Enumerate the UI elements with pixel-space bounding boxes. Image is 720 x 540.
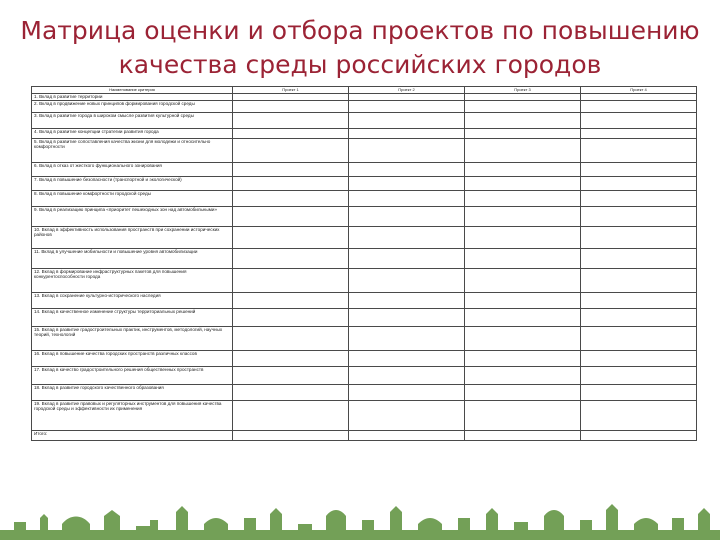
project-3-score-cell[interactable] — [465, 350, 581, 366]
project-2-score-cell[interactable] — [349, 268, 465, 292]
project-3-score-cell[interactable] — [465, 138, 581, 162]
table-row — [32, 430, 697, 440]
evaluation-matrix-table — [31, 86, 697, 441]
project-1-score-cell[interactable] — [233, 326, 349, 350]
table-row — [32, 100, 697, 112]
project-4-score-cell[interactable] — [581, 226, 697, 248]
criterion-cell: 17. Вклад в качество градостроительного решения общественных пространств — [32, 366, 233, 384]
project-4-score-cell[interactable] — [581, 430, 697, 440]
project-2-score-cell[interactable] — [349, 176, 465, 190]
project-3-score-cell[interactable] — [465, 100, 581, 112]
header-project-1: Проект 1 — [233, 87, 349, 94]
criterion-cell: 16. Вклад в повышение качества городских пространств различных классов — [32, 350, 233, 366]
criterion-cell: 5. Вклад в развитие сопоставления качества жизни для молодежи и относительно комфортности — [32, 138, 233, 162]
project-1-score-cell[interactable] — [233, 248, 349, 268]
project-1-score-cell[interactable] — [233, 138, 349, 162]
project-1-score-cell[interactable] — [233, 292, 349, 308]
project-2-score-cell[interactable] — [349, 162, 465, 176]
project-4-score-cell[interactable] — [581, 400, 697, 430]
project-1-score-cell[interactable] — [233, 176, 349, 190]
project-3-score-cell[interactable] — [465, 384, 581, 400]
project-3-score-cell[interactable] — [465, 308, 581, 326]
skyline-silhouette — [0, 504, 720, 540]
project-2-score-cell[interactable] — [349, 226, 465, 248]
project-1-score-cell[interactable] — [233, 112, 349, 128]
project-4-score-cell[interactable] — [581, 176, 697, 190]
table-header-row — [32, 87, 697, 94]
project-1-score-cell[interactable] — [233, 162, 349, 176]
table-row — [32, 308, 697, 326]
project-2-score-cell[interactable] — [349, 292, 465, 308]
criterion-cell: 7. Вклад в повышение безопасности (транспортной и экологической) — [32, 176, 233, 190]
project-3-score-cell[interactable] — [465, 292, 581, 308]
project-4-score-cell[interactable] — [581, 292, 697, 308]
criterion-cell: 12. Вклад в формирование инфраструктурных пакетов для повышения конкурентоспособности города — [32, 268, 233, 292]
project-2-score-cell[interactable] — [349, 308, 465, 326]
project-1-score-cell[interactable] — [233, 226, 349, 248]
project-4-score-cell[interactable] — [581, 138, 697, 162]
project-2-score-cell[interactable] — [349, 206, 465, 226]
project-2-score-cell[interactable] — [349, 112, 465, 128]
table-row — [32, 138, 697, 162]
project-3-score-cell[interactable] — [465, 326, 581, 350]
criterion-cell: 14. Вклад в качественное изменение структуры территориальных решений — [32, 308, 233, 326]
table-row — [32, 162, 697, 176]
project-3-score-cell[interactable] — [465, 94, 581, 101]
project-3-score-cell[interactable] — [465, 190, 581, 206]
table-row — [32, 292, 697, 308]
project-4-score-cell[interactable] — [581, 268, 697, 292]
project-2-score-cell[interactable] — [349, 400, 465, 430]
project-2-score-cell[interactable] — [349, 100, 465, 112]
project-3-score-cell[interactable] — [465, 206, 581, 226]
project-4-score-cell[interactable] — [581, 308, 697, 326]
criterion-cell: 1. Вклад в развитие территории — [32, 94, 233, 101]
project-1-score-cell[interactable] — [233, 400, 349, 430]
project-2-score-cell[interactable] — [349, 94, 465, 101]
project-4-score-cell[interactable] — [581, 128, 697, 138]
project-4-score-cell[interactable] — [581, 248, 697, 268]
table-row — [32, 206, 697, 226]
criterion-cell: 6. Вклад в отказ от жесткого функционального зонирования — [32, 162, 233, 176]
project-4-score-cell[interactable] — [581, 206, 697, 226]
project-4-score-cell[interactable] — [581, 112, 697, 128]
project-3-score-cell[interactable] — [465, 162, 581, 176]
table-row — [32, 400, 697, 430]
title-line-1: Матрица оценки и отбора проектов по повышению — [20, 16, 700, 45]
table-row — [32, 268, 697, 292]
criterion-cell: 9. Вклад в реализацию принципа «приоритет пешеходных зон над автомобильными» — [32, 206, 233, 226]
criterion-cell: Итого: — [32, 430, 233, 440]
project-2-score-cell[interactable] — [349, 384, 465, 400]
title-line-2: качества среды российских городов — [118, 50, 602, 79]
project-1-score-cell[interactable] — [233, 308, 349, 326]
header-criterion: Наименование критерия — [32, 87, 233, 94]
project-3-score-cell[interactable] — [465, 176, 581, 190]
table-row — [32, 190, 697, 206]
table-row — [32, 128, 697, 138]
project-1-score-cell[interactable] — [233, 94, 349, 101]
table-row — [32, 94, 697, 101]
criterion-cell: 18. Вклад в развитие городского качественного образования — [32, 384, 233, 400]
project-3-score-cell[interactable] — [465, 400, 581, 430]
criterion-cell: 11. Вклад в улучшение мобильности и повышение уровня автомобилизации — [32, 248, 233, 268]
header-project-3: Проект 3 — [465, 87, 581, 94]
header-project-4: Проект 4 — [581, 87, 697, 94]
project-4-score-cell[interactable] — [581, 100, 697, 112]
project-4-score-cell[interactable] — [581, 190, 697, 206]
criterion-cell: 8. Вклад в повышение комфортности городской среды — [32, 190, 233, 206]
city-skyline-decoration — [0, 500, 720, 540]
project-4-score-cell[interactable] — [581, 94, 697, 101]
criterion-cell: 2. Вклад в продвижение новых принципов формирования городской среды — [32, 100, 233, 112]
project-2-score-cell[interactable] — [349, 190, 465, 206]
table-row — [32, 112, 697, 128]
project-3-score-cell[interactable] — [465, 128, 581, 138]
project-3-score-cell[interactable] — [465, 226, 581, 248]
criterion-cell: 13. Вклад в сохранение культурно-исторического наследия — [32, 292, 233, 308]
criterion-cell: 4. Вклад в развитие концепции стратегии развития города — [32, 128, 233, 138]
project-4-score-cell[interactable] — [581, 350, 697, 366]
project-1-score-cell[interactable] — [233, 350, 349, 366]
project-2-score-cell[interactable] — [349, 430, 465, 440]
project-2-score-cell[interactable] — [349, 128, 465, 138]
project-1-score-cell[interactable] — [233, 268, 349, 292]
project-3-score-cell[interactable] — [465, 248, 581, 268]
project-2-score-cell[interactable] — [349, 326, 465, 350]
project-1-score-cell[interactable] — [233, 128, 349, 138]
page-title — [0, 14, 720, 82]
project-1-score-cell[interactable] — [233, 366, 349, 384]
project-1-score-cell[interactable] — [233, 100, 349, 112]
project-4-score-cell[interactable] — [581, 162, 697, 176]
table-row — [32, 366, 697, 384]
table-row — [32, 176, 697, 190]
header-project-2: Проект 2 — [349, 87, 465, 94]
project-1-score-cell[interactable] — [233, 206, 349, 226]
project-4-score-cell[interactable] — [581, 384, 697, 400]
project-4-score-cell[interactable] — [581, 326, 697, 350]
table-row — [32, 226, 697, 248]
table-row — [32, 248, 697, 268]
project-2-score-cell[interactable] — [349, 350, 465, 366]
table-row — [32, 384, 697, 400]
project-2-score-cell[interactable] — [349, 366, 465, 384]
project-1-score-cell[interactable] — [233, 430, 349, 440]
criterion-cell: 10. Вклад в эффективность использования пространств при сохранении исторических районов — [32, 226, 233, 248]
project-1-score-cell[interactable] — [233, 384, 349, 400]
project-3-score-cell[interactable] — [465, 366, 581, 384]
project-3-score-cell[interactable] — [465, 430, 581, 440]
project-1-score-cell[interactable] — [233, 190, 349, 206]
criterion-cell: 19. Вклад в развитие правовых и регуляторных инструментов для повышения качества городской среды и эффективности их применения — [32, 400, 233, 430]
criterion-cell: 3. Вклад в развитие города в широком смысле развития культурной среды — [32, 112, 233, 128]
table-row — [32, 326, 697, 350]
project-3-score-cell[interactable] — [465, 268, 581, 292]
project-2-score-cell[interactable] — [349, 138, 465, 162]
project-4-score-cell[interactable] — [581, 366, 697, 384]
project-3-score-cell[interactable] — [465, 112, 581, 128]
criterion-cell: 15. Вклад в развитие градостроительных практик, инструментов, методологий, научных теорий, технологий — [32, 326, 233, 350]
table-row — [32, 350, 697, 366]
project-2-score-cell[interactable] — [349, 248, 465, 268]
